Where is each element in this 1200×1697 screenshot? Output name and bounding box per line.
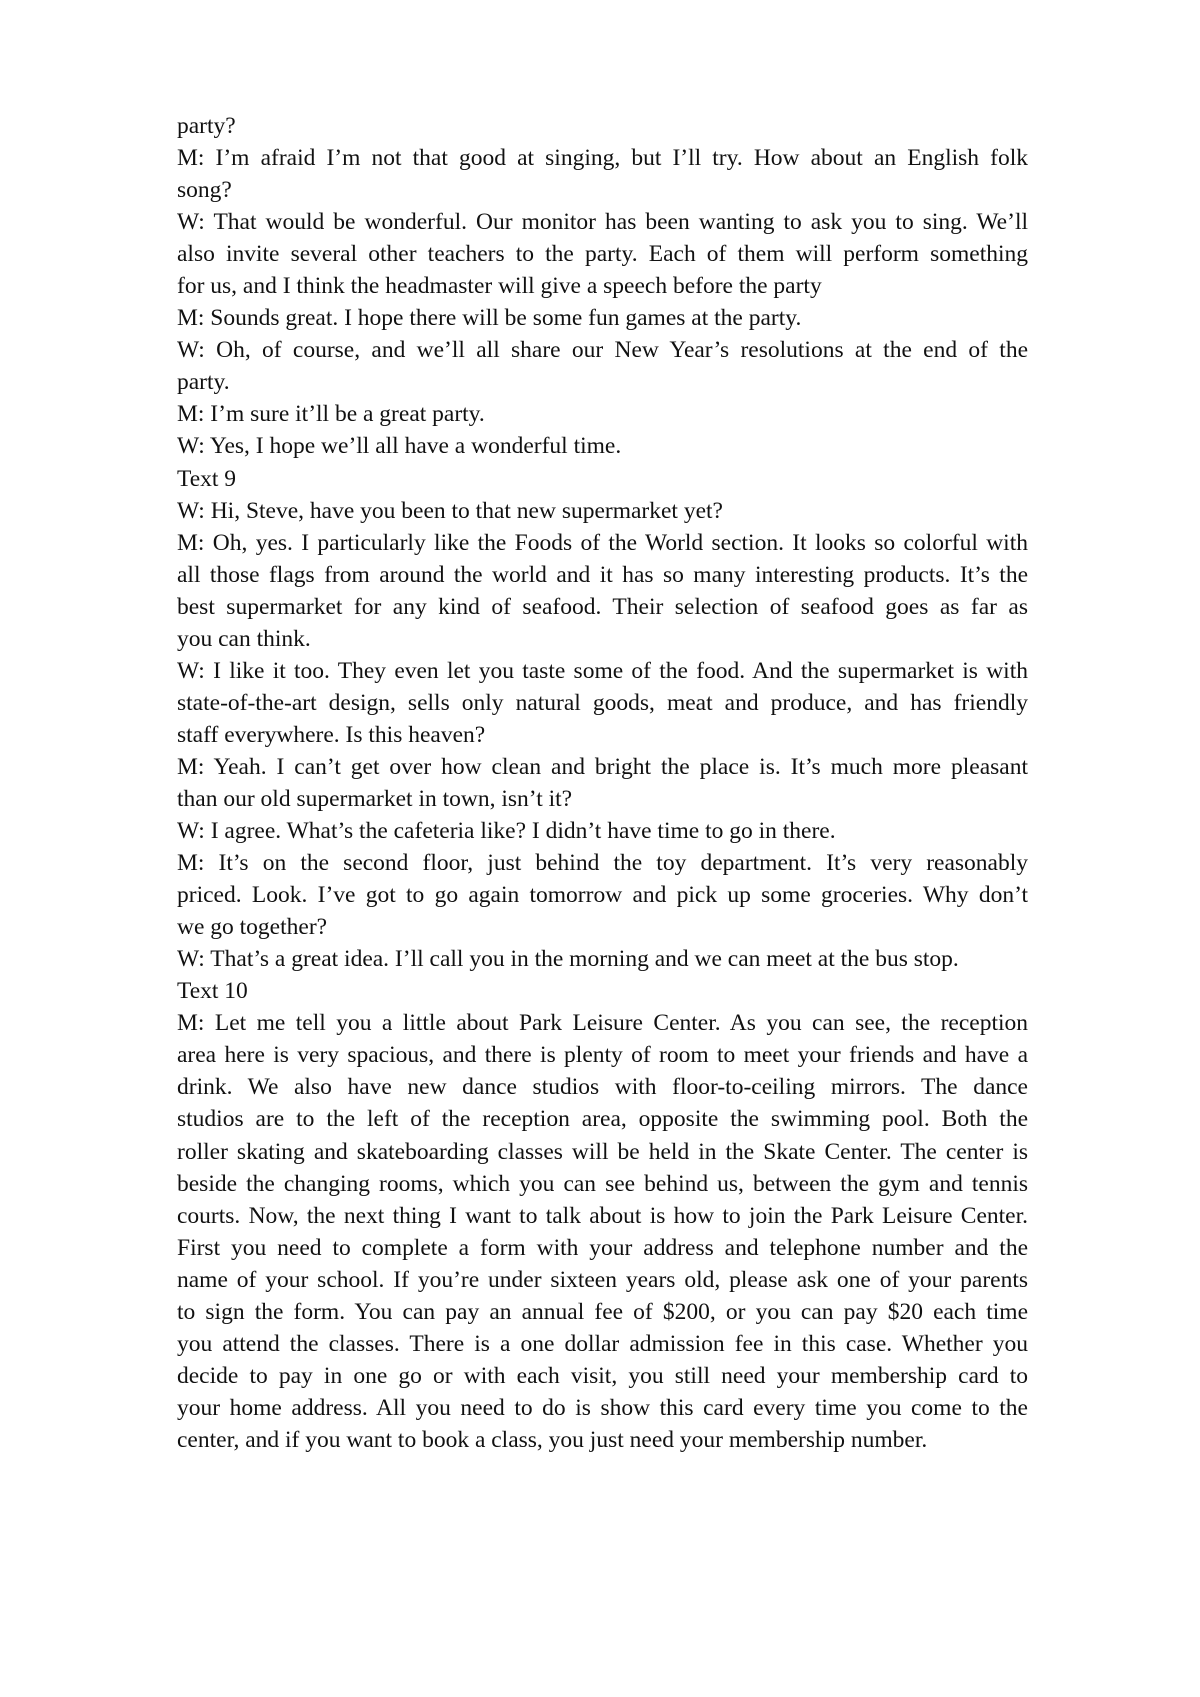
text-line: M: I’m sure it’ll be a great party. bbox=[177, 401, 485, 428]
text-line: W: I agree. What’s the cafeteria like? I didn’t have time to go in there. bbox=[177, 818, 836, 845]
text-line: W: Yes, I hope we’ll all have a wonderful time. bbox=[177, 433, 622, 460]
text-line: W: That would be wonderful. Our monitor has been wanting to ask you to sing. We’ll bbox=[177, 209, 1028, 236]
text-line: Text 10 bbox=[177, 978, 248, 1005]
text-line: we go together? bbox=[177, 914, 328, 941]
text-line: courts. Now, the next thing I want to talk about is how to join the Park Leisure Center. bbox=[177, 1202, 1028, 1229]
text-line: roller skating and skateboarding classes will be held in the Skate Center. The center is bbox=[177, 1138, 1028, 1165]
text-line: W: I like it too. They even let you taste some of the food. And the supermarket is with bbox=[177, 657, 1028, 684]
text-line: also invite several other teachers to the party. Each of them will perform something bbox=[177, 241, 1028, 268]
text-line: studios are to the left of the reception area, opposite the swimming pool. Both the bbox=[177, 1106, 1028, 1133]
text-line: staff everywhere. Is this heaven? bbox=[177, 721, 486, 748]
text-line: your home address. All you need to do is show this card every time you come to the bbox=[177, 1394, 1028, 1421]
text-line: priced. Look. I’ve got to go again tomorrow and pick up some groceries. Why don’t bbox=[177, 882, 1028, 909]
text-line: area here is very spacious, and there is plenty of room to meet your friends and have a bbox=[177, 1042, 1028, 1069]
text-line: First you need to complete a form with your address and telephone number and the bbox=[177, 1234, 1028, 1261]
transcript-text bbox=[177, 110, 1028, 1456]
text-line: you can think. bbox=[177, 625, 311, 652]
text-line: to sign the form. You can pay an annual fee of $200, or you can pay $20 each time bbox=[177, 1298, 1028, 1325]
text-line: decide to pay in one go or with each visit, you still need your membership card to bbox=[177, 1362, 1028, 1389]
text-line: than our old supermarket in town, isn’t it? bbox=[177, 785, 573, 812]
text-line: all those flags from around the world and it has so many interesting products. It’s the bbox=[177, 561, 1028, 588]
text-line: party? bbox=[177, 113, 236, 139]
text-line: name of your school. If you’re under sixteen years old, please ask one of your parents bbox=[177, 1266, 1028, 1293]
text-line: M: Yeah. I can’t get over how clean and bright the place is. It’s much more pleasant bbox=[177, 753, 1028, 780]
text-line: W: That’s a great idea. I’ll call you in the morning and we can meet at the bus stop. bbox=[177, 946, 959, 973]
text-line: you attend the classes. There is a one dollar admission fee in this case. Whether you bbox=[177, 1330, 1028, 1357]
text-line: beside the changing rooms, which you can see behind us, between the gym and tennis bbox=[177, 1170, 1028, 1197]
text-line: best supermarket for any kind of seafood. Their selection of seafood goes as far as bbox=[177, 593, 1028, 620]
text-line: state-of-the-art design, sells only natural goods, meat and produce, and has friendly bbox=[177, 689, 1028, 716]
text-line: W: Hi, Steve, have you been to that new supermarket yet? bbox=[177, 497, 723, 524]
text-line: drink. We also have new dance studios with floor-to-ceiling mirrors. The dance bbox=[177, 1074, 1028, 1101]
text-line: M: Sounds great. I hope there will be some fun games at the party. bbox=[177, 305, 802, 332]
text-line: M: Let me tell you a little about Park Leisure Center. As you can see, the reception bbox=[177, 1010, 1028, 1037]
text-line: song? bbox=[177, 177, 232, 204]
text-line: M: Oh, yes. I particularly like the Foods of the World section. It looks so colorful with bbox=[177, 529, 1028, 556]
text-line: party. bbox=[177, 369, 230, 396]
text-line: M: I’m afraid I’m not that good at singing, but I’ll try. How about an English folk bbox=[177, 145, 1028, 172]
text-line: M: It’s on the second floor, just behind the toy department. It’s very reasonably bbox=[177, 850, 1028, 877]
text-line: center, and if you want to book a class, you just need your membership number. bbox=[177, 1426, 928, 1453]
text-line: W: Oh, of course, and we’ll all share our New Year’s resolutions at the end of the bbox=[177, 337, 1028, 364]
text-line: for us, and I think the headmaster will give a speech before the party bbox=[177, 273, 822, 300]
text-line: Text 9 bbox=[177, 465, 237, 492]
